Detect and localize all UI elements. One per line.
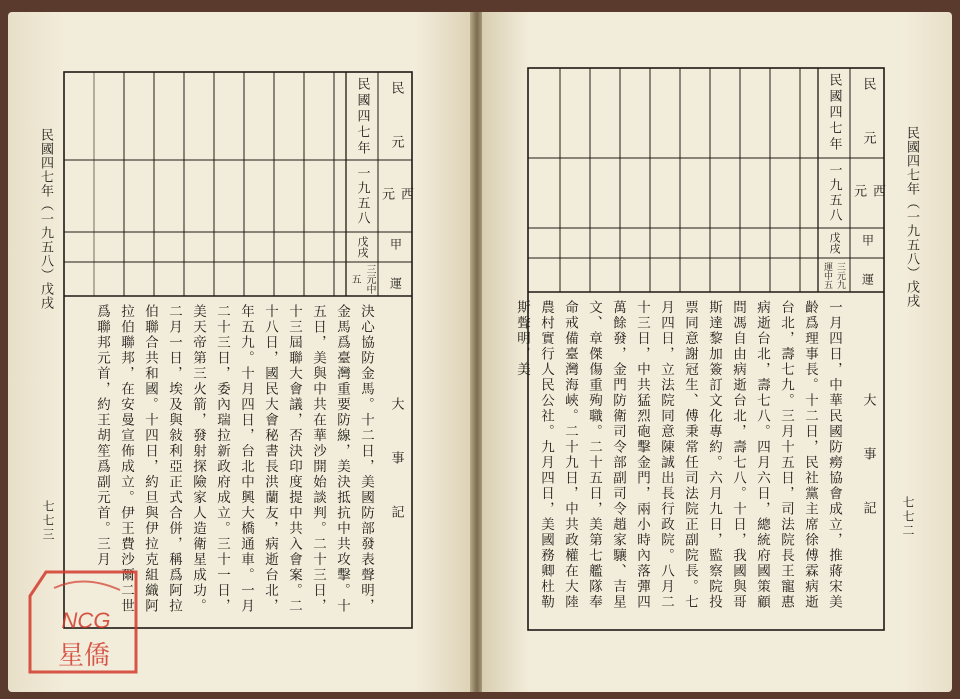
stamp-text-bottom: 星僑 — [57, 641, 111, 671]
left-running-head: 民國四七年（一九五八）戊戌 — [38, 128, 53, 310]
right-western-value: 一九五八 — [826, 163, 842, 223]
left-header-cycle: 甲 運 — [388, 238, 403, 290]
right-page-number: 七七二 — [901, 496, 915, 538]
right-header-events: 大 事 記 — [860, 393, 876, 519]
right-events-body: 一月四日，中華民國防癆協會成立，推蔣宋美齡爲理事長。十二日，民社黨主席徐傅霖病逝台北，壽七九。三月十五日，司法院長王寵惠病逝台北，壽七八。四月六日，總統府國策顧問馮自由病逝台北，壽七八。十日，我國與哥斯達黎加簽訂文化專約。六月九日，監察院投票同意謝冠生、傅秉常任司法院正副院長。七月四日，立法院同意陳誠出長行政院。八月二十三日，中共猛烈砲擊金門，兩小時內落彈四萬餘發，金門防衛司令部副司令趙家驤、吉星文、章傑傷重殉職。二十五日，美第七艦隊奉命戒備臺灣海峽。二十九日，中共政權在大陸農村實行人民公社。九月四日，美國務卿杜勒斯聲明，美 — [514, 300, 842, 610]
right-era-value: 民國四七年 — [826, 73, 842, 153]
right-header-cycle: 甲 運 — [860, 234, 875, 286]
left-yun-value: 三元中五 — [349, 264, 375, 294]
left-cycle-value: 戊戌 — [356, 236, 369, 258]
left-era-value: 民國四七年 — [354, 77, 370, 157]
right-header-era: 民 元 — [860, 77, 876, 149]
left-header-western: 西 元 — [379, 187, 413, 241]
left-header-era: 民 元 — [388, 81, 404, 153]
right-running-head: 民國四七年（一九五八）戊戌 — [904, 126, 919, 308]
right-header-western: 西 元 — [851, 184, 885, 238]
left-page-number: 七七三 — [41, 500, 55, 542]
stamp-text-top: NCG — [61, 608, 111, 633]
right-cycle-value: 戊戌 — [828, 232, 841, 254]
left-events-body: 決心協防金馬。十二日，美國防部發表聲明，金馬爲臺灣重要防線，美決抵抗中共攻擊。十五日，美與中共在華沙開始談判。二十三日，十三屆聯大會議，否決印度提中共入會案。二十八日，國民大會秘書長洪蘭友，病逝台北，年五九。十月四日，台北中興大橋通車。一月二十三日，委內瑞拉新政府成立。三十一日，美天帝第三火箭，發射探險家人造衛星成功。二月一日，埃及與敍利亞正式合併，稱爲阿拉伯聯合共和國。十四日，約旦與伊拉克組織阿拉伯聯邦，在安曼宣佈成立。伊王費沙爾二世爲聯邦元首，約王胡笙爲副元首。三月 — [94, 304, 374, 614]
right-yun-value: 三元九運中五 — [822, 261, 845, 289]
left-western-value: 一九五八 — [354, 166, 370, 226]
left-header-events: 大 事 記 — [388, 397, 404, 523]
ncg-stamp-logo — [24, 566, 142, 678]
